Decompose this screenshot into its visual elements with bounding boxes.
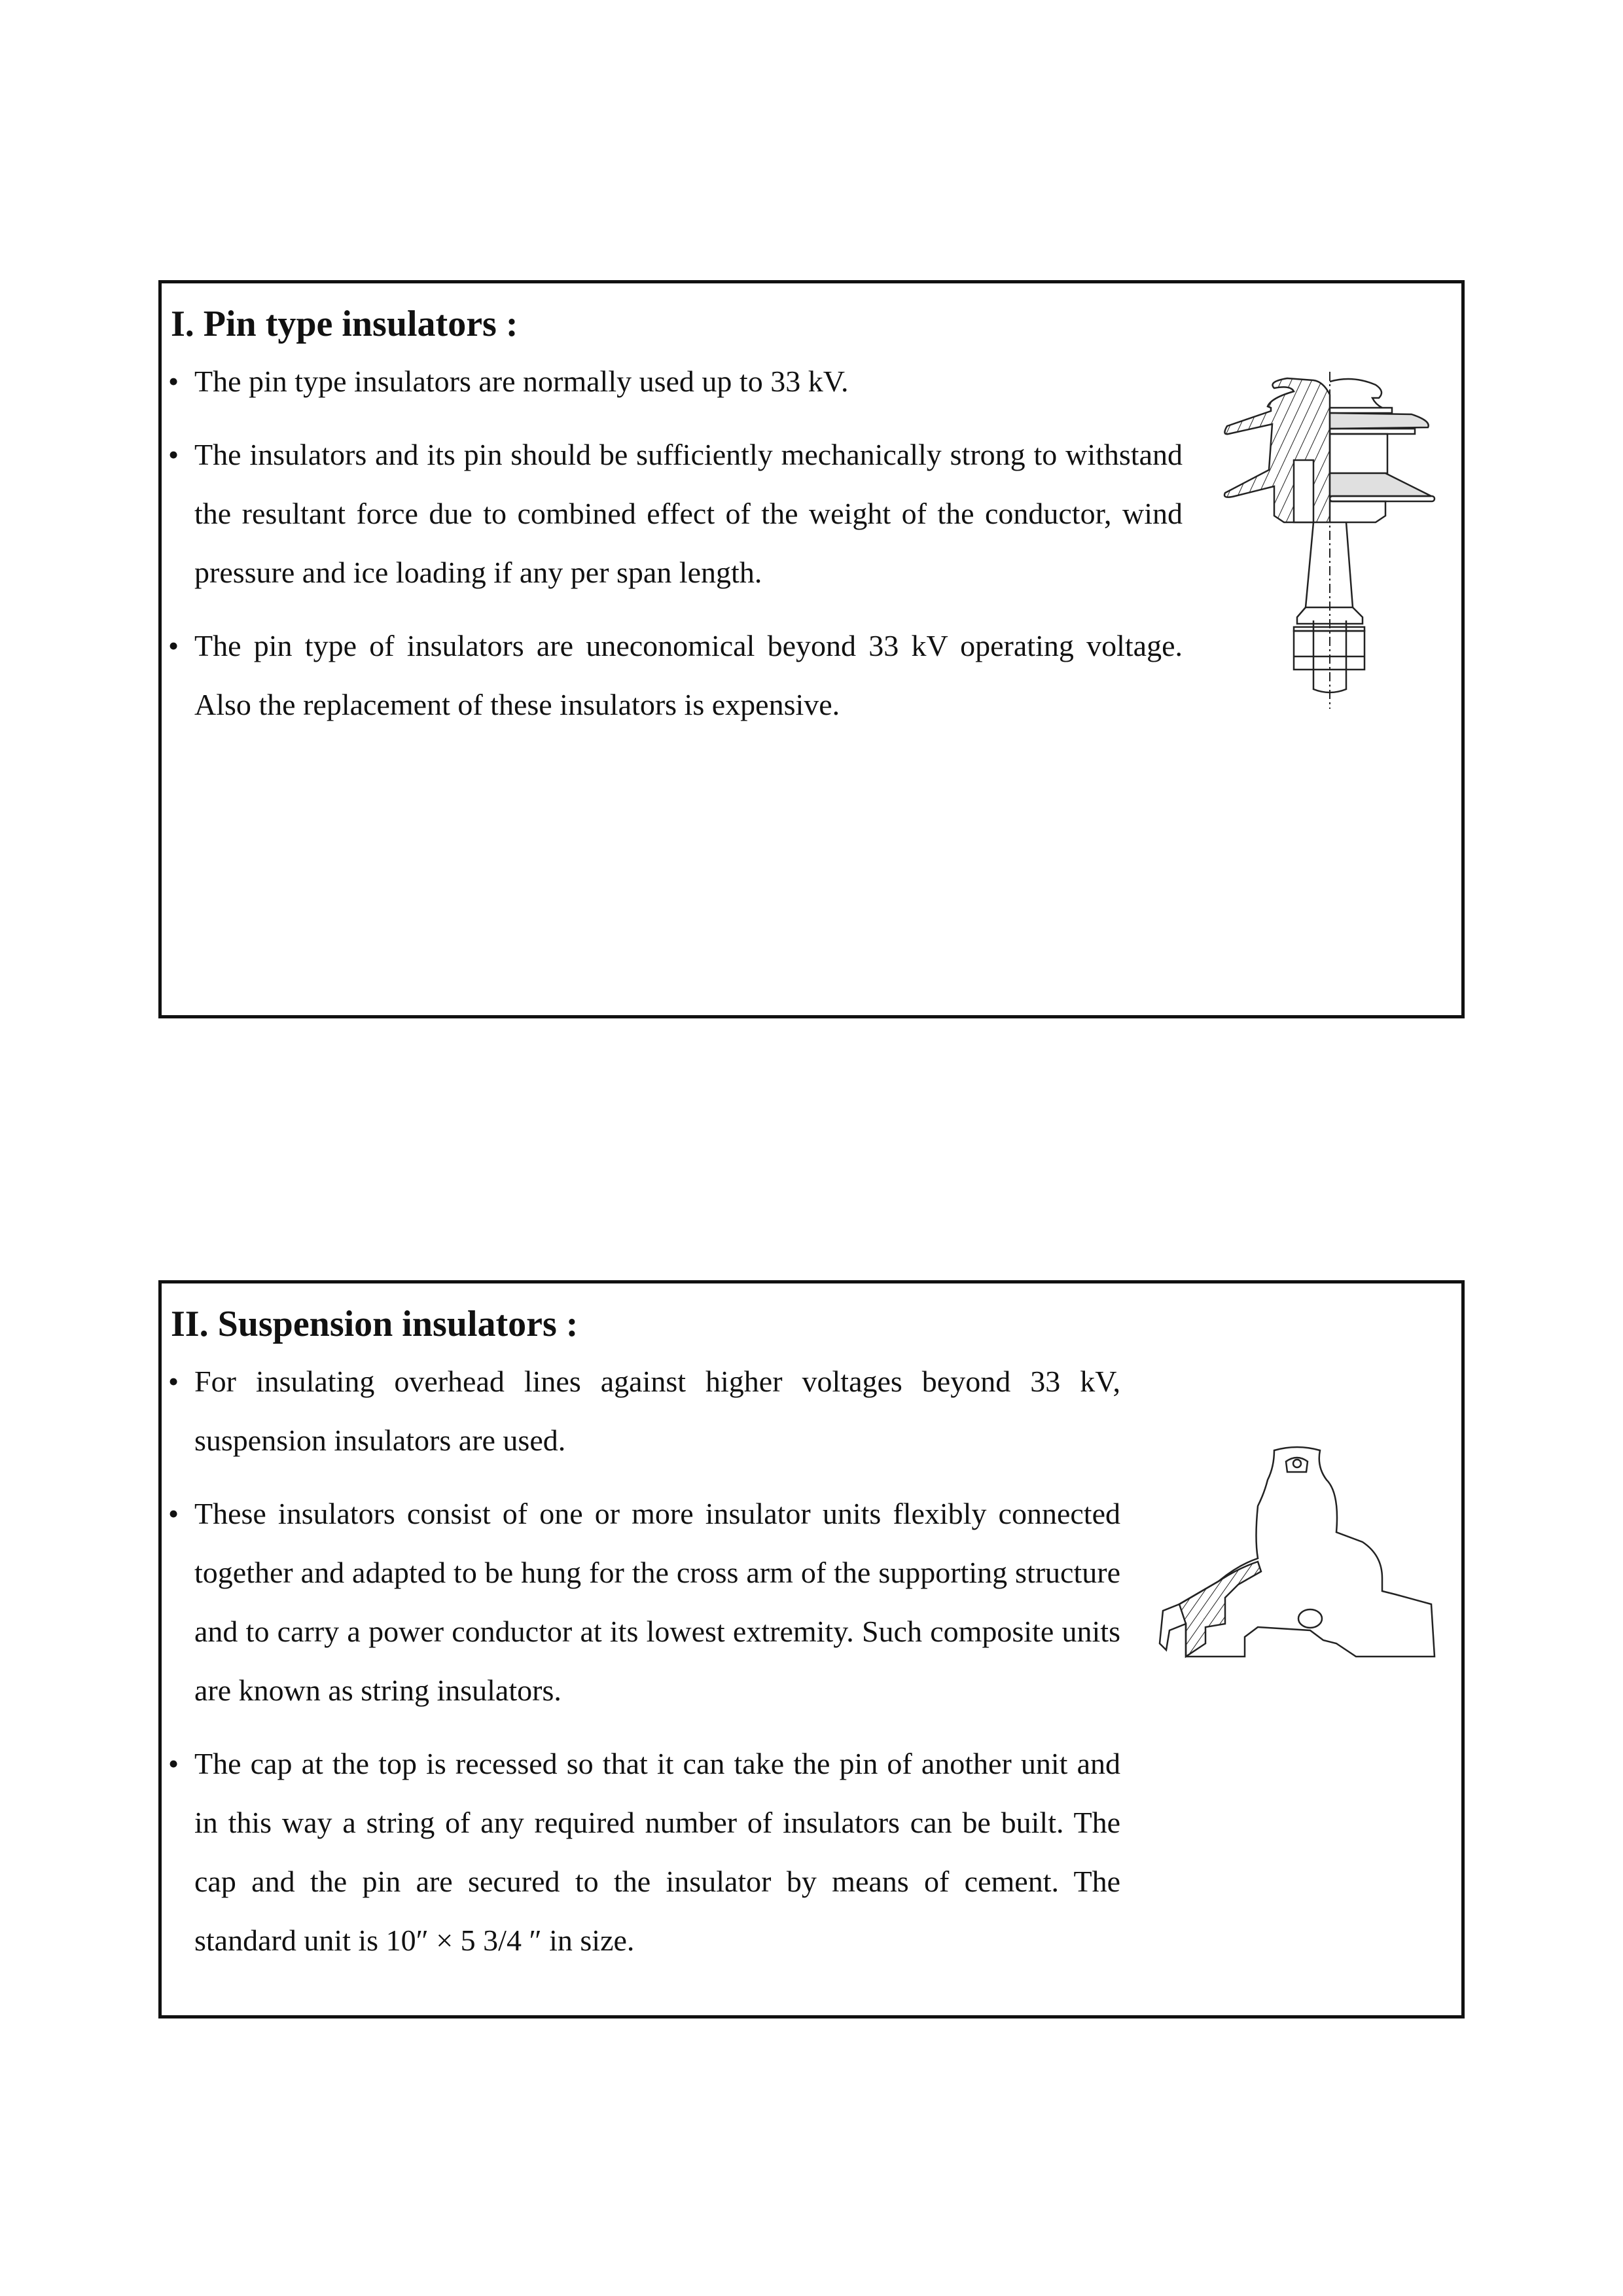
bullet-text: The pin type of insulators are uneconomical beyond 33 kV operating voltage. Also the replacement of these insulators is expensive. xyxy=(194,629,1183,721)
bullet-list xyxy=(168,1352,1120,1984)
bullet-text: The cap at the top is recessed so that it can take the pin of another unit and in this way a string of any required number of insulators can be built. The cap and the pin are secured to the insulator by means of cement. The standard unit is 10″ × 5 3/4 ″ in size. xyxy=(194,1747,1120,1957)
bullet-text: The insulators and its pin should be sufficiently mechanically strong to withstand the resultant force due to combined effect of the weight of the conductor, wind pressure and ice loading if any per span length. xyxy=(194,438,1183,589)
bullet-icon: • xyxy=(168,1497,179,1530)
pin-insulator-section xyxy=(158,280,1465,1018)
list-item xyxy=(168,617,1183,734)
pin-insulator-diagram xyxy=(1196,368,1457,866)
list-item xyxy=(168,425,1183,602)
bullet-icon: • xyxy=(168,629,179,662)
list-item xyxy=(168,1734,1120,1970)
section-title: I. Pin type insulators : xyxy=(171,304,518,344)
bullet-icon: • xyxy=(168,1747,179,1780)
bullet-text: The pin type insulators are normally used up to 33 kV. xyxy=(194,365,849,398)
list-item xyxy=(168,1484,1120,1720)
suspension-insulator-section xyxy=(158,1280,1465,2018)
section-title: II. Suspension insulators : xyxy=(171,1304,579,1344)
bullet-text: These insulators consist of one or more insulator units flexibly connected together and adapted to be hung for the cross arm of the supporting structure and to carry a power conductor at its lowest extremity. Such composite units are known as string insulators. xyxy=(194,1497,1120,1707)
bullet-icon: • xyxy=(168,1365,179,1398)
bullet-list xyxy=(168,352,1183,749)
list-item xyxy=(168,352,1183,411)
suspension-insulator-diagram xyxy=(1147,1441,1448,1696)
bullet-icon: • xyxy=(168,438,179,471)
list-item xyxy=(168,1352,1120,1470)
bullet-icon: • xyxy=(168,365,179,398)
bullet-text: For insulating overhead lines against higher voltages beyond 33 kV, suspension insulators are used. xyxy=(194,1365,1120,1457)
